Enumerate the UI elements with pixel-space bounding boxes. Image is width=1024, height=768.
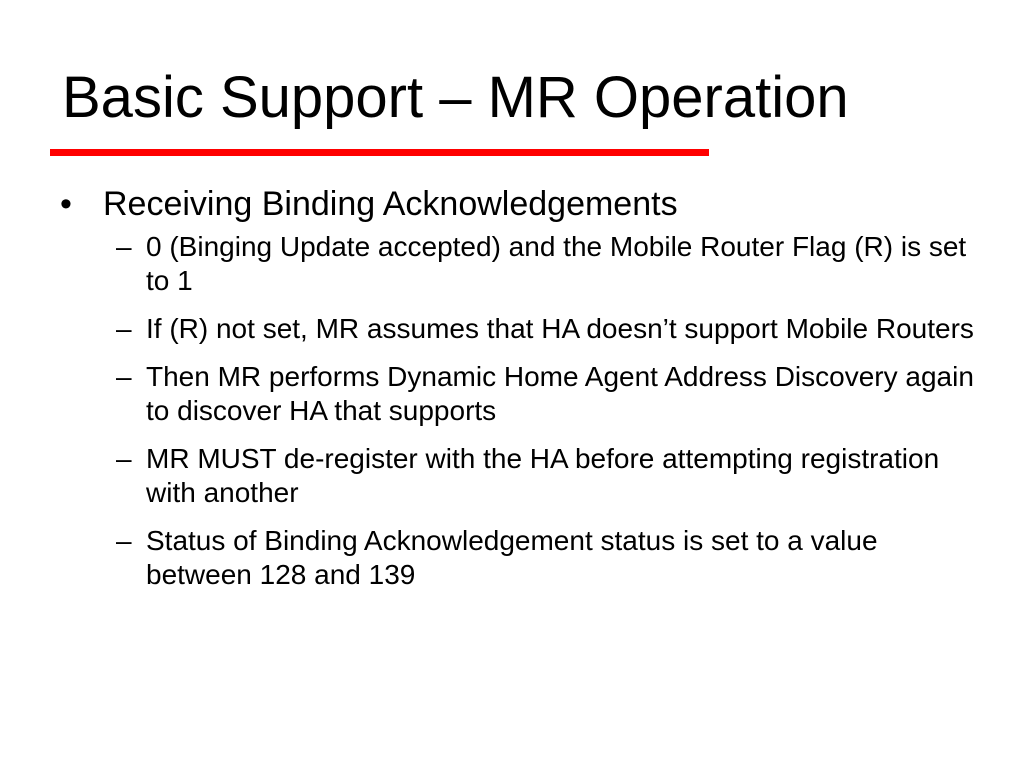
sub-bullet-item xyxy=(56,442,986,510)
slide-content xyxy=(56,182,986,606)
dash-marker: – xyxy=(116,525,132,556)
sub-bullet-item xyxy=(56,230,986,298)
sub-bullet-text: MR MUST de-register with the HA before attempting registration with another xyxy=(146,443,940,508)
title-underline xyxy=(50,149,709,156)
sub-bullet-text: Status of Binding Acknowledgement status is set to a value between 128 and 139 xyxy=(146,525,878,590)
sub-bullet-item xyxy=(56,524,986,592)
bullet-marker: • xyxy=(60,185,72,223)
sub-bullet-text: If (R) not set, MR assumes that HA doesn’t support Mobile Routers xyxy=(146,313,974,344)
bullet-item xyxy=(56,182,986,226)
sub-bullet-item xyxy=(56,312,986,346)
sub-bullet-text: 0 (Binging Update accepted) and the Mobile Router Flag (R) is set to 1 xyxy=(146,231,967,296)
dash-marker: – xyxy=(116,361,132,392)
sub-bullet-item xyxy=(56,360,986,428)
dash-marker: – xyxy=(116,231,132,262)
bullet-text: Receiving Binding Acknowledgements xyxy=(103,185,678,223)
sub-bullet-list xyxy=(56,230,986,592)
dash-marker: – xyxy=(116,443,132,474)
slide-title: Basic Support – MR Operation xyxy=(62,65,849,130)
dash-marker: – xyxy=(116,313,132,344)
sub-bullet-text: Then MR performs Dynamic Home Agent Address Discovery again to discover HA that supports xyxy=(146,361,974,426)
